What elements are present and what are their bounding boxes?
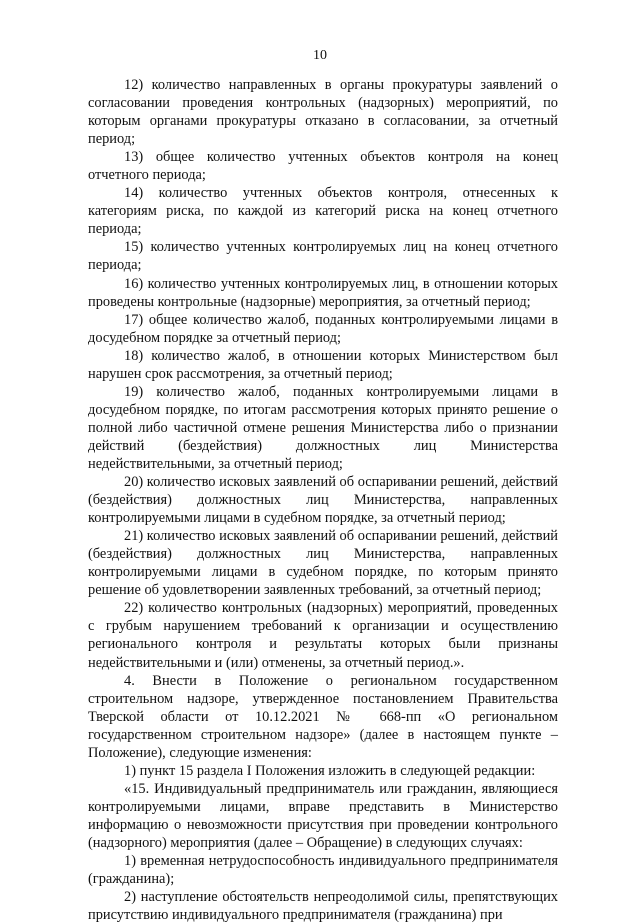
paragraph-item-22: 22) количество контрольных (надзорных) мероприятий, проведенных с грубым нарушением требований к организации и осуществлению регионального контроля и результаты которых были признаны недействительными и (или) отменены, за отчетный период.». [88, 600, 558, 671]
paragraph-case-2: 2) наступление обстоятельств непреодолимой силы, препятствующих присутствию индивидуального предпринимателя (гражданина) при [88, 889, 558, 924]
paragraph-item-21: 21) количество исковых заявлений об оспаривании решений, действий (бездействия) должностных лиц Министерства, направленных контролируемыми лицами в судебном порядке, по которым принято решение об удовлетворении заявленных требований, за отчетный период; [88, 528, 558, 599]
paragraph-item-19: 19) количество жалоб, поданных контролируемыми лицами в досудебном порядке, по итогам рассмотрения которых принято решение о полной либо частичной отмене решения Министерства либо о признании действий (бездействия) должностных лиц Министерства недействительными, за отчетный период; [88, 383, 558, 472]
paragraph-item-13: 13) общее количество учтенных объектов контроля на конец отчетного периода; [88, 149, 558, 184]
paragraph-case-1: 1) временная нетрудоспособность индивидуального предпринимателя (гражданина); [88, 853, 558, 888]
page-number: 10 [313, 48, 327, 63]
paragraph-item-20: 20) количество исковых заявлений об оспаривании решений, действий (бездействия) должностных лиц Министерства, направленных контролируемыми лицами в судебном порядке, за отчетный период; [88, 474, 558, 527]
document-body [88, 76, 558, 924]
paragraph-item-12: 12) количество направленных в органы прокуратуры заявлений о согласовании проведения контрольных (надзорных) мероприятий, по которым органами прокуратуры отказано в согласовании, за отчетный период; [88, 77, 558, 148]
paragraph-item-18: 18) количество жалоб, в отношении которых Министерством был нарушен срок рассмотрения, за отчетный период; [88, 347, 558, 382]
paragraph-item-15: 15) количество учтенных контролируемых лиц на конец отчетного периода; [88, 239, 558, 274]
paragraph-item-16: 16) количество учтенных контролируемых лиц, в отношении которых проведены контрольные (надзорные) мероприятия, за отчетный период; [88, 275, 558, 310]
paragraph-quoted-clause-15: «15. Индивидуальный предприниматель или гражданин, являющиеся контролируемыми лицами, вправе представить в Министерство информацию о невозможности присутствия при проведении контрольного (надзорного) мероприятия (далее – Обращение) в следующих случаях: [88, 780, 558, 851]
paragraph-subitem-1: 1) пункт 15 раздела I Положения изложить в следующей редакции: [124, 762, 536, 779]
paragraph-section-4: 4. Внести в Положение о региональном государственном строительном надзоре, утвержденное постановлением Правительства Тверской области от 10.12.2021 № 668-пп «О региональном государственном строительном надзоре» (далее в настоящем пункте – Положение), следующие изменения: [88, 672, 558, 761]
paragraph-item-17: 17) общее количество жалоб, поданных контролируемыми лицами в досудебном порядке за отчетный период; [88, 311, 558, 346]
paragraph-item-14: 14) количество учтенных объектов контроля, отнесенных к категориям риска, по каждой из категорий риска на конец отчетного периода; [88, 185, 558, 238]
